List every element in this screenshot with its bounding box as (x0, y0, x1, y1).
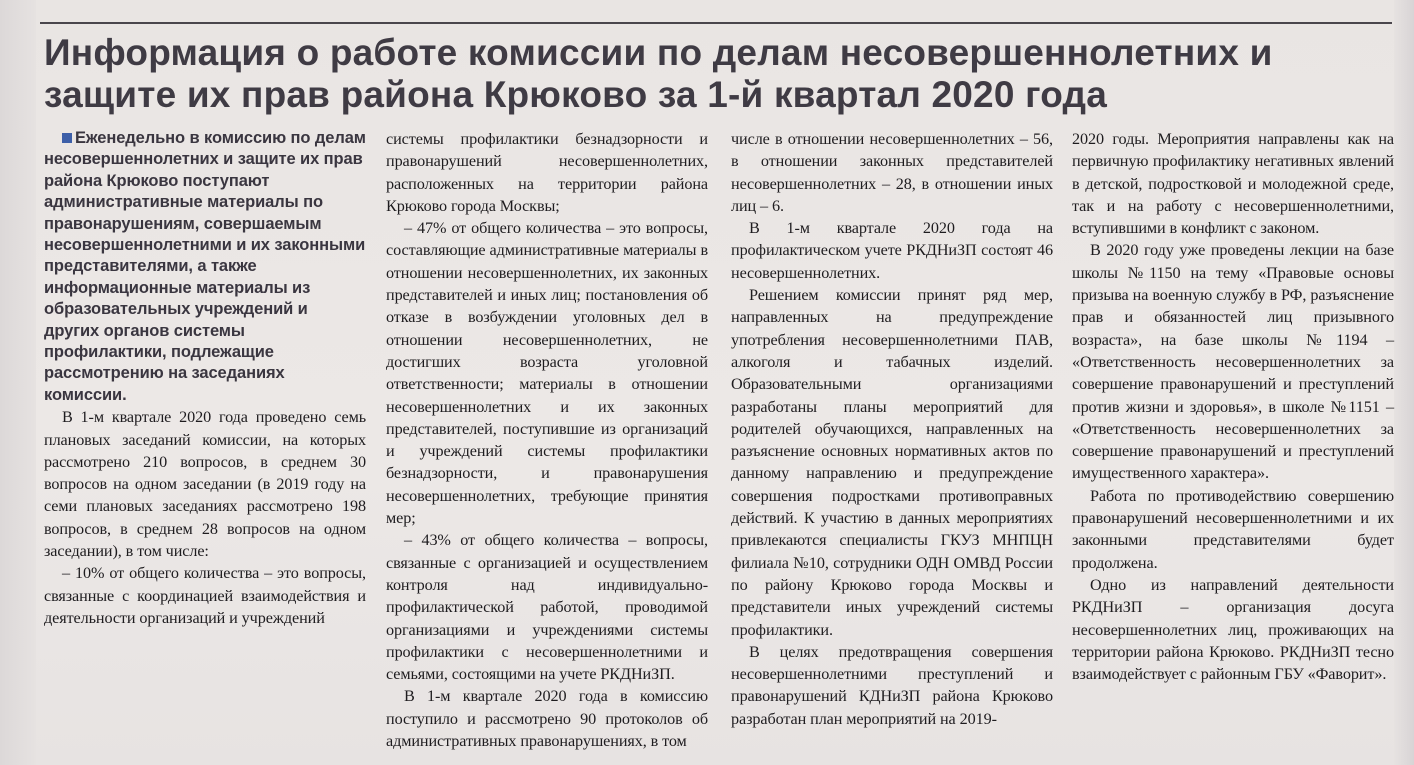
paragraph: – 10% от общего количества – это вопросы, связанные с координацией взаимодействия и деятельности организаций и учреждений (44, 564, 366, 627)
paragraph: В 1-м квартале 2020 года проведено семь плановых заседаний комиссии, на которых рассмотрено 210 вопросов, в среднем 30 вопросов на одном заседании (в 2019 году на семи плановых заседаниях рассмотрено 198 вопросов, в среднем 28 вопросов на одном заседании), в том числе: (44, 408, 366, 561)
adjacent-page-edge-right (1394, 0, 1414, 765)
article-column-1 (44, 128, 366, 629)
paragraph: Работа по противодействию совершению правонарушений несовершеннолетними и их законными представителями будет продолжена. (1072, 486, 1394, 572)
paragraph: числе в отношении несовершеннолетних – 56, в отношении законных представителей несовершеннолетних – 28, в отношении иных лиц – 6. (731, 130, 1053, 215)
paragraph: В 1-м квартале 2020 года в комиссию поступило и рассмотрено 90 протоколов об административных правонарушениях, в том (386, 687, 708, 751)
article-lead (44, 128, 366, 406)
adjacent-page-edge-left (0, 0, 36, 765)
top-rule-divider (40, 22, 1392, 24)
paragraph: В 2020 году уже проведены лекции на базе школы №1150 на тему «Правовые основы призыва на военную службу в РФ, разъяснение прав и обязанностей лиц призывного возраста», на базе школы №1194 – «Ответственность несовершеннолетних за совершение правонарушений и преступлений против жизни и здоровья», в школе №1151 – «Ответственность несовершеннолетних за совершение правонарушений и преступлений имущественного характера». (1072, 241, 1394, 483)
paragraph: системы профилактики безнадзорности и правонарушений несовершеннолетних, расположенных на территории района Крюково города Москвы; (386, 130, 708, 215)
paragraph: Решением комиссии принят ряд мер, направленных на предупреждение употребления несовершеннолетними ПАВ, алкоголя и табачных изделий. Образовательными организациями разработаны планы мероприятий для родителей обучающихся, направленных на разъяснение основных нормативных актов по данному направлению и предупреждение совершения подростками противоправных действий. К участию в данных мероприятиях привлекаются специалисты ГКУЗ МНПЦН филиала №10, сотрудники ОДН ОМВД России по району Крюково города Москвы и представители иных учреждений системы профилактики. (731, 286, 1053, 639)
paragraph: – 43% от общего количества – вопросы, связанные с организацией и осуществлением контроля над индивидуально-профилактической работой, проводимой организациями и учреждениями системы профилактики с несовершеннолетними и семьями, состоящими на учете РКДНиЗП. (386, 531, 708, 684)
paragraph: Одно из направлений деятельности РКДНиЗП – организация досуга несовершеннолетних лиц, проживающих на территории района Крюково. РКДНиЗП тесно взаимодействует с районным ГБУ «Фаворит». (1072, 575, 1394, 684)
paragraph: – 47% от общего количества – это вопросы, составляющие административные материалы в отношении несовершеннолетних, их законных представителей и иных лиц; постановления об отказе в возбуждении уголовных дел в отношении несовершеннолетних, не достигших возраста уголовной ответственности; материалы в отношении несовершеннолетних и их законных представителей, поступившие из организаций и учреждений системы профилактики безнадзорности, и правонарушения несовершеннолетних, требующие принятия мер; (386, 219, 708, 528)
article-lead-text: Еженедельно в комиссию по делам несовершеннолетних и защите их прав района Крюково поступают административные материалы по правонарушениям, совершаемым несовершеннолетними и их законными представителями, а также информационные материалы из образовательных учреждений и других органов системы профилактики, подлежащие рассмотрению на заседаниях комиссии. (44, 129, 366, 404)
article-column-4 (1072, 128, 1394, 685)
paragraph: 2020 годы. Мероприятия направлены как на первичную профилактику негативных явлений в детской, подростковой и молодежной среде, так и на работу с несовершеннолетними, вступившими в конфликт с законом. (1072, 130, 1394, 238)
paragraph: В целях предотвращения совершения несовершеннолетними преступлений и правонарушений КДНиЗП района Крюково разработан план мероприятий на 2019- (731, 642, 1053, 728)
article-column-3 (731, 128, 1053, 730)
article-column-2 (386, 128, 708, 752)
square-bullet-icon (62, 133, 72, 143)
paragraph: В 1-м квартале 2020 года на профилактическом учете РКДНиЗП состоят 46 несовершеннолетних. (731, 219, 1053, 282)
article-headline: Информация о работе комиссии по делам несовершеннолетних и защите их прав района Крюково за 1-й квартал 2020 года (44, 32, 1273, 115)
